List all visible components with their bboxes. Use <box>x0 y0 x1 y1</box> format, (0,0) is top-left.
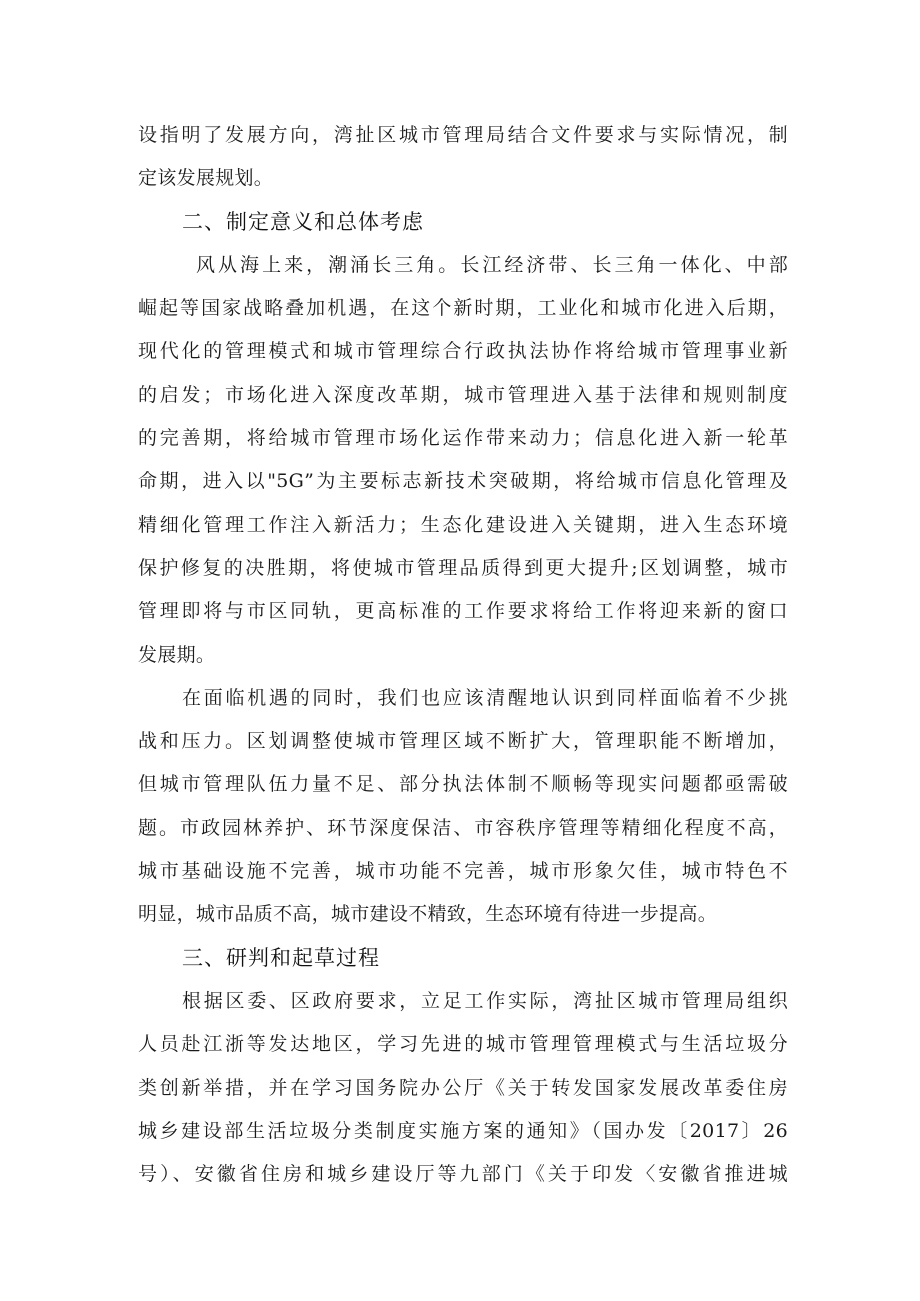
paragraph-line: 明显，城市品质不高，城市建设不精致，生态环境有待进一步提高。 <box>138 903 718 926</box>
section-heading-2: 二、制定意义和总体考虑 <box>182 209 424 234</box>
paragraph-line: 类创新举措，并在学习国务院办公厅《关于转发国家发展改革委住房 <box>138 1076 788 1099</box>
paragraph-line: 设指明了发展方向，湾扯区城市管理局结合文件要求与实际情况，制 <box>138 124 788 146</box>
paragraph-4 <box>138 980 788 1196</box>
paragraph-line: 定该发展规划。 <box>138 167 274 190</box>
paragraph-2 <box>138 244 788 677</box>
paragraph-line: 风从海上来，潮涌长三角。长江经济带、长三角一体化、中部 <box>196 253 788 276</box>
section-heading-3: 三、研判和起草过程 <box>182 945 380 970</box>
paragraph-line: 但城市管理队伍力量不足、部分执法体制不顺畅等现实问题都亟需破 <box>138 773 788 796</box>
paragraph-line: 现代化的管理模式和城市管理综合行政执法协作将给城市管理事业新 <box>138 340 788 363</box>
paragraph-line: 根据区委、区政府要求，立足工作实际，湾扯区城市管理局组织 <box>182 989 788 1012</box>
paragraph-line: 号）、安徽省住房和城乡建设厅等九部门《关于印发〈安徽省推进城 <box>138 1163 788 1186</box>
paragraph-line: 的完善期，将给城市管理市场化运作带来动力；信息化进入新一轮革 <box>138 427 788 450</box>
paragraph-1 <box>138 114 788 201</box>
paragraph-line: 管理即将与市区同轨，更高标准的工作要求将给工作将迎来新的窗口 <box>138 600 788 623</box>
paragraph-3 <box>138 677 788 937</box>
paragraph-line: 城市基础设施不完善，城市功能不完善，城市形象欠佳，城市特色不 <box>138 860 788 883</box>
paragraph-line: 战和压力。区划调整使城市管理区域不断扩大，管理职能不断增加， <box>138 730 788 753</box>
paragraph-line: 保护修复的决胜期，将使城市管理品质得到更大提升;区划调整，城市 <box>138 556 788 579</box>
paragraph-line: 题。市政园林养护、环节深度保洁、市容秩序管理等精细化程度不高， <box>138 816 788 839</box>
paragraph-line: 人员赴江浙等发达地区，学习先进的城市管理管理模式与生活垃圾分 <box>138 1033 788 1056</box>
paragraph-line: 在面临机遇的同时，我们也应该清醒地认识到同样面临着不少挑 <box>182 686 788 709</box>
paragraph-line: 命期，进入以"5G”为主要标志新技术突破期，将给城市信息化管理及 <box>138 470 788 493</box>
paragraph-line: 的启发；市场化进入深度改革期，城市管理进入基于法律和规则制度 <box>138 383 788 406</box>
paragraph-line: 崛起等国家战略叠加机遇，在这个新时期，工业化和城市化进入后期， <box>138 297 788 320</box>
paragraph-line: 发展期。 <box>138 643 216 666</box>
paragraph-line: 城乡建设部生活垃圾分类制度实施方案的通知》（国办发〔2017〕26 <box>138 1119 788 1142</box>
document-body <box>138 114 788 1196</box>
paragraph-line: 精细化管理工作注入新活力；生态化建设进入关键期，进入生态环境 <box>138 513 788 536</box>
